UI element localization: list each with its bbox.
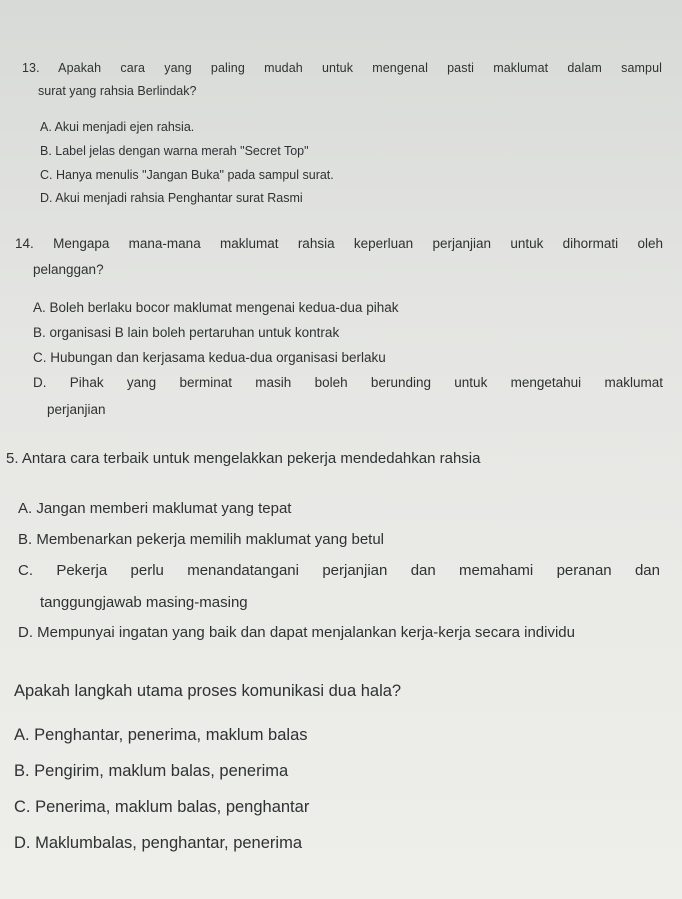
question-14-option-c[interactable]: C. Hubungan dan kerjasama kedua-dua organisasi berlaku: [33, 350, 386, 365]
question-13-option-c[interactable]: C. Hanya menulis "Jangan Buka" pada sampul surat.: [40, 168, 334, 182]
question-15-option-a[interactable]: A. Jangan memberi maklumat yang tepat: [18, 500, 292, 517]
question-15-option-b[interactable]: B. Membenarkan pekerja memilih maklumat yang betul: [18, 531, 384, 548]
question-13-stem-line2: surat yang rahsia Berlindak?: [38, 84, 197, 98]
question-15-option-d[interactable]: D. Mempunyai ingatan yang baik dan dapat menjalankan kerja-kerja secara individu: [18, 624, 575, 641]
question-15-option-c-continued: tanggungjawab masing-masing: [40, 594, 248, 611]
question-14-stem-line2: pelanggan?: [33, 262, 104, 277]
question-16-option-d[interactable]: D. Maklumbalas, penghantar, penerima: [14, 834, 302, 852]
question-14-option-d[interactable]: D. Pihak yang berminat masih boleh berunding untuk mengetahui maklumat: [33, 375, 663, 390]
question-13-stem-line1: 13. Apakah cara yang paling mudah untuk mengenal pasti maklumat dalam sampul: [22, 61, 662, 75]
question-13-option-d[interactable]: D. Akui menjadi rahsia Penghantar surat Rasmi: [40, 191, 303, 205]
question-14-stem-line1: 14. Mengapa mana-mana maklumat rahsia keperluan perjanjian untuk dihormati oleh: [15, 236, 663, 251]
question-16-stem: Apakah langkah utama proses komunikasi dua hala?: [14, 682, 402, 700]
question-13-option-a[interactable]: A. Akui menjadi ejen rahsia.: [40, 120, 195, 134]
question-15-stem: 5. Antara cara terbaik untuk mengelakkan pekerja mendedahkan rahsia: [6, 450, 481, 467]
question-13-option-b[interactable]: B. Label jelas dengan warna merah "Secret Top": [40, 144, 309, 158]
question-14-option-a[interactable]: A. Boleh berlaku bocor maklumat mengenai kedua-dua pihak: [33, 300, 399, 315]
question-16-option-a[interactable]: A. Penghantar, penerima, maklum balas: [14, 726, 308, 744]
question-14-option-d-continued: perjanjian: [47, 402, 106, 417]
question-15-option-c[interactable]: C. Pekerja perlu menandatangani perjanjian dan memahami peranan dan: [18, 562, 660, 579]
question-16-option-b[interactable]: B. Pengirim, maklum balas, penerima: [14, 762, 289, 780]
question-16-option-c[interactable]: C. Penerima, maklum balas, penghantar: [14, 798, 310, 816]
question-14-option-b[interactable]: B. organisasi B lain boleh pertaruhan untuk kontrak: [33, 325, 340, 340]
